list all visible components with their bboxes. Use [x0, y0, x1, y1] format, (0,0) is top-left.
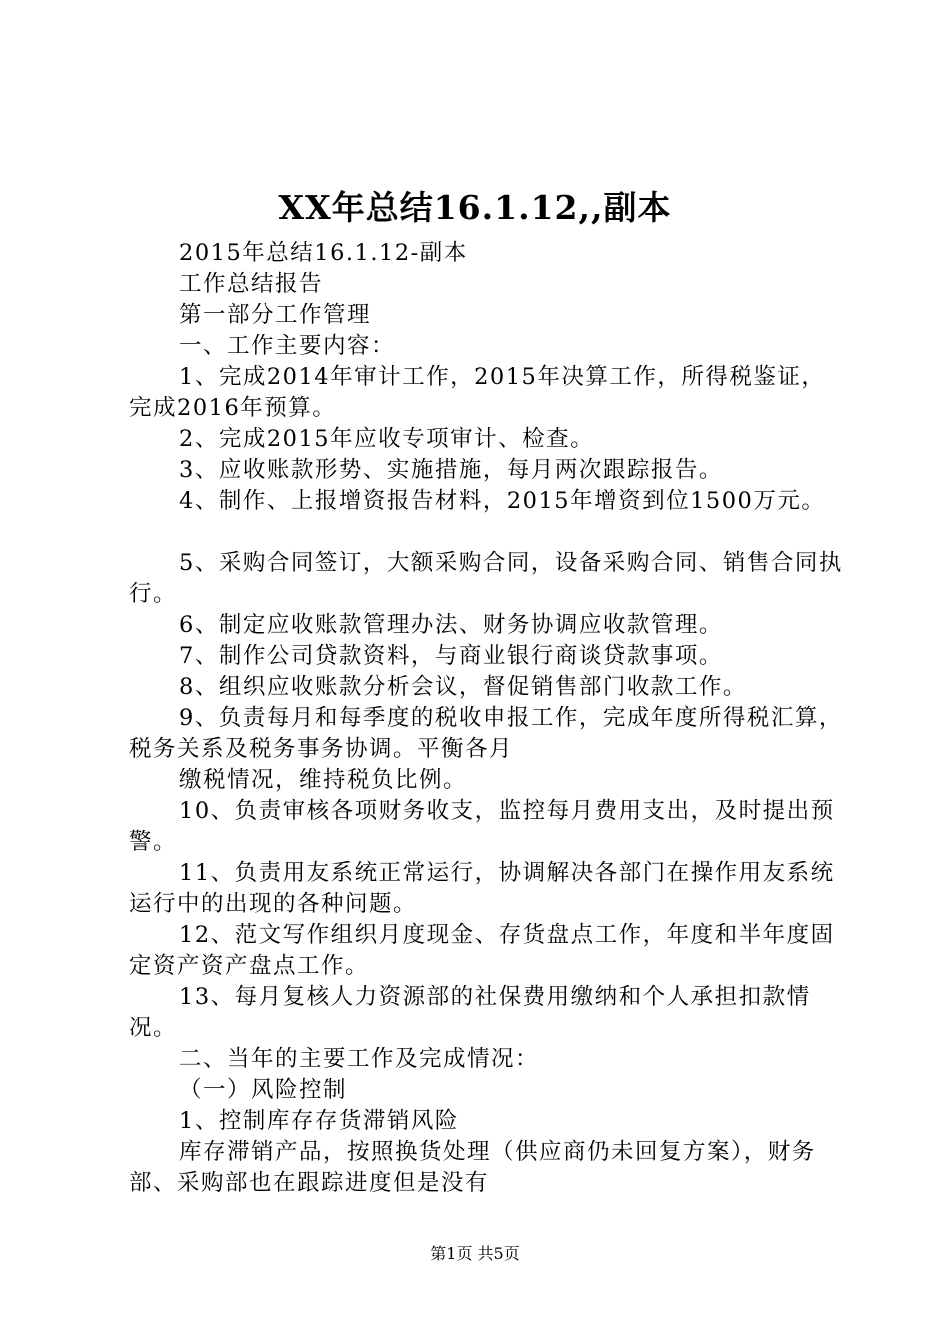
list-item: 6、制定应收账款管理办法、财务协调应收款管理。 [179, 612, 723, 638]
list-item: 11、负责用友系统正常运行，协调解决各部门在操作用友系统运行中的出现的各种问题。 [129, 860, 835, 917]
section-heading: 第一部分工作管理 [179, 302, 372, 328]
list-item: 1、控制库存存货滞销风险 [179, 1108, 459, 1134]
paragraph: 库存滞销产品，按照换货处理（供应商仍未回复方案），财务部、采购部也在跟踪进度但是没有 [129, 1139, 816, 1196]
section-heading: 二、当年的主要工作及完成情况： [179, 1046, 540, 1072]
list-item-continuation: 缴税情况，维持税负比例。 [179, 767, 468, 793]
list-item: 7、制作公司贷款资料，与商业银行商谈贷款事项。 [179, 643, 723, 669]
list-item: 9、负责每月和每季度的税收申报工作，完成年度所得税汇算，税务关系及税务事务协调。平衡各月 [129, 705, 843, 762]
subsection-heading: （一）风险控制 [179, 1077, 348, 1103]
document-body [129, 238, 849, 1199]
list-item: 8、组织应收账款分析会议，督促销售部门收款工作。 [179, 674, 747, 700]
blank-line [129, 517, 849, 548]
paragraph: 2015年总结16.1.12-副本 [179, 240, 468, 266]
section-heading: 一、工作主要内容： [179, 333, 396, 359]
document-title: XX年总结16.1.12,,副本 [278, 188, 672, 227]
list-item: 2、完成2015年应收专项审计、检查。 [179, 426, 595, 452]
page-number: 第1页 共5页 [430, 1244, 520, 1263]
list-item: 5、采购合同签订，大额采购合同，设备采购合同、销售合同执行。 [129, 550, 843, 607]
list-item: 4、制作、上报增资报告材料，2015年增资到位1500万元。 [179, 488, 826, 514]
list-item: 12、范文写作组织月度现金、存货盘点工作，年度和半年度固定资产资产盘点工作。 [129, 922, 835, 979]
list-item: 10、负责审核各项财务收支，监控每月费用支出，及时提出预警。 [129, 798, 835, 855]
list-item: 13、每月复核人力资源部的社保费用缴纳和个人承担扣款情况。 [129, 984, 811, 1041]
list-item: 1、完成2014年审计工作，2015年决算工作，所得税鉴证，完成2016年预算。 [129, 364, 826, 421]
paragraph: 工作总结报告 [179, 271, 324, 297]
list-item: 3、应收账款形势、实施措施，每月两次跟踪报告。 [179, 457, 723, 483]
